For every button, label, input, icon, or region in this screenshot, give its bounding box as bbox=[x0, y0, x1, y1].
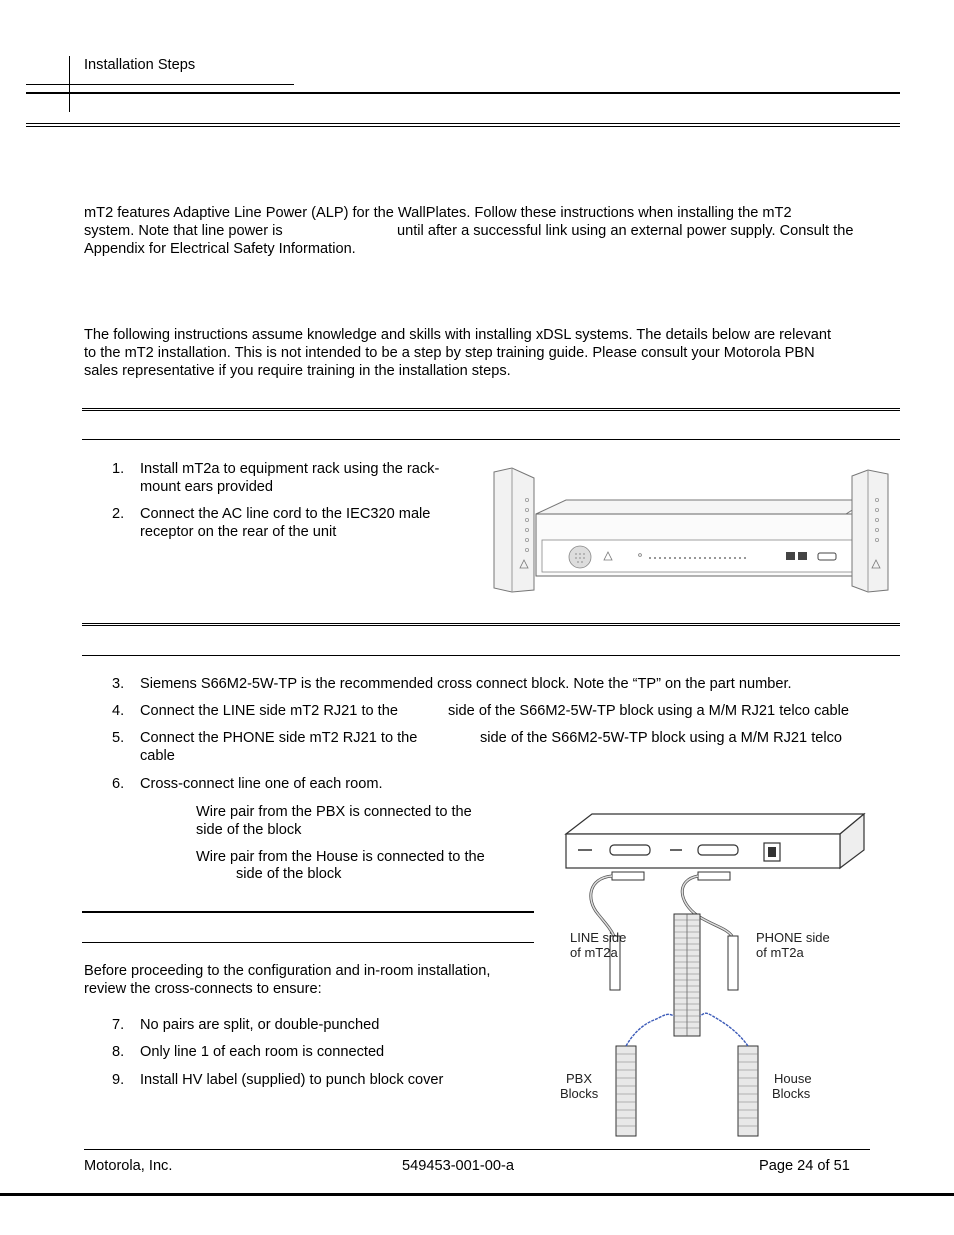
section-rule-1-bottom bbox=[82, 439, 900, 440]
pbx-blocks-label: PBX bbox=[566, 1071, 593, 1086]
section-rule-3-bottom bbox=[82, 942, 534, 943]
sub-point-text: Wire pair from the House is connected to the bbox=[196, 849, 485, 865]
header-rule bbox=[26, 92, 900, 94]
step-text: Install HV label (supplied) to punch block cover bbox=[140, 1072, 444, 1088]
footer-company: Motorola, Inc. bbox=[84, 1158, 173, 1174]
header-section-title: Installation Steps bbox=[84, 57, 196, 73]
page-bottom-rule bbox=[0, 1193, 954, 1196]
sub-point-text: side of the block bbox=[236, 866, 342, 882]
step-number: 7. bbox=[112, 1017, 125, 1033]
sub-point-text: side of the block bbox=[196, 822, 302, 838]
crosshair-horizontal bbox=[26, 84, 294, 85]
assumptions-line-3: sales representative if you require training in the installation steps. bbox=[84, 363, 511, 379]
step-text: Cross-connect line one of each room. bbox=[140, 776, 383, 792]
pbx-blocks-label: Blocks bbox=[560, 1086, 599, 1101]
intro-line-2a: system. Note that line power is bbox=[84, 223, 283, 239]
step-number: 9. bbox=[112, 1072, 125, 1088]
section-rule-3-top bbox=[82, 911, 534, 913]
step-text: cable bbox=[140, 748, 175, 764]
section-rule-2-top bbox=[82, 623, 900, 624]
section-rule-2-bottom bbox=[82, 655, 900, 656]
sub-point-text: Wire pair from the PBX is connected to the bbox=[196, 804, 472, 820]
step-number: 4. bbox=[112, 703, 125, 719]
step-number: 2. bbox=[112, 506, 125, 522]
section-rule-1-top bbox=[82, 408, 900, 409]
step-text: Only line 1 of each room is connected bbox=[140, 1044, 385, 1060]
review-line-2: review the cross-connects to ensure: bbox=[84, 981, 322, 997]
step-text: No pairs are split, or double-punched bbox=[140, 1017, 380, 1033]
assumptions-line-1: The following instructions assume knowledge and skills with installing xDSL systems. The details below are relevant bbox=[84, 327, 832, 343]
phone-side-label: of mT2a bbox=[756, 945, 804, 960]
footer-rule bbox=[84, 1149, 870, 1150]
rack-unit-illustration bbox=[490, 466, 892, 596]
intro-line-2b: until after a successful link using an external power supply. Consult the bbox=[397, 223, 854, 239]
step-number: 1. bbox=[112, 461, 125, 477]
house-blocks-label: House bbox=[774, 1071, 812, 1086]
step-text: mount ears provided bbox=[140, 479, 274, 495]
review-line-1: Before proceeding to the configuration and in-room installation, bbox=[84, 963, 491, 979]
section-rule-1-top-2 bbox=[82, 410, 900, 411]
step-text: side of the S66M2-5W-TP block using a M/M RJ21 telco cable bbox=[448, 703, 849, 719]
line-side-label: of mT2a bbox=[570, 945, 618, 960]
step-number: 8. bbox=[112, 1044, 125, 1060]
step-text: Connect the AC line cord to the IEC320 male bbox=[140, 506, 431, 522]
step-text: Siemens S66M2-5W-TP is the recommended cross connect block. Note the “TP” on the part number. bbox=[140, 676, 792, 692]
step-number: 3. bbox=[112, 676, 125, 692]
assumptions-line-2: to the mT2 installation. This is not intended to be a step by step training guide. Please consult your Motorola PBN bbox=[84, 345, 815, 361]
step-number: 5. bbox=[112, 730, 125, 746]
step-text: Install mT2a to equipment rack using the rack- bbox=[140, 461, 440, 477]
footer-page-number: Page 24 of 51 bbox=[759, 1158, 850, 1174]
header-double-rule-top bbox=[26, 123, 900, 124]
step-text: side of the S66M2-5W-TP block using a M/M RJ21 telco bbox=[480, 730, 843, 746]
step-text: Connect the LINE side mT2 RJ21 to the bbox=[140, 703, 398, 719]
step-text: Connect the PHONE side mT2 RJ21 to the bbox=[140, 730, 418, 746]
footer-doc-number: 549453-001-00-a bbox=[402, 1158, 514, 1174]
intro-line-1: mT2 features Adaptive Line Power (ALP) for the WallPlates. Follow these instructions when installing the mT2 bbox=[84, 205, 792, 221]
house-blocks-label: Blocks bbox=[772, 1086, 811, 1101]
line-side-label: LINE side bbox=[570, 930, 627, 945]
step-text: receptor on the rear of the unit bbox=[140, 524, 337, 540]
cross-connect-diagram bbox=[548, 810, 884, 1140]
step-number: 6. bbox=[112, 776, 125, 792]
phone-side-label: PHONE side bbox=[756, 930, 830, 945]
intro-line-3: Appendix for Electrical Safety Information. bbox=[84, 241, 356, 257]
header-double-rule-bottom bbox=[26, 126, 900, 127]
section-rule-2-top-2 bbox=[82, 625, 900, 626]
